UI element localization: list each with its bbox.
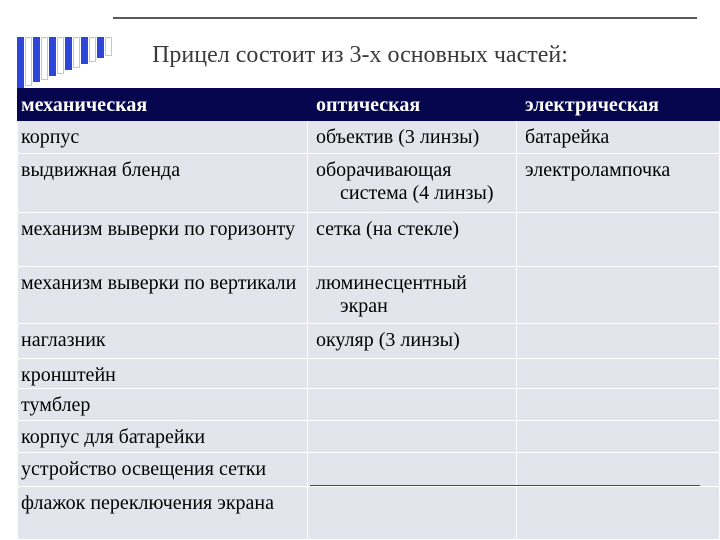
electrical-part-cell: электролампочка bbox=[517, 154, 720, 213]
column-header-optical: оптическая bbox=[308, 89, 517, 121]
optical-part-cell: объектив (3 линзы) bbox=[308, 121, 517, 154]
slide-title: Прицел состоит из 3-х основных частей: bbox=[152, 42, 568, 68]
optical-part-cell bbox=[308, 359, 517, 389]
table-row bbox=[18, 154, 720, 213]
mechanical-part-cell: флажок переключения экрана bbox=[18, 487, 308, 540]
optical-part-cell bbox=[308, 421, 517, 453]
optical-part-cell: люминесцентный экран bbox=[308, 267, 517, 324]
column-header-mechanical: механическая bbox=[18, 89, 308, 121]
electrical-part-cell bbox=[517, 421, 720, 453]
table-row bbox=[18, 267, 720, 324]
row-divider-line bbox=[310, 485, 700, 486]
electrical-part-cell bbox=[517, 324, 720, 359]
mechanical-part-cell: наглазник bbox=[18, 324, 308, 359]
optical-part-cell bbox=[308, 487, 517, 540]
optical-part-cell: сетка (на стекле) bbox=[308, 213, 517, 267]
table-row bbox=[18, 453, 720, 487]
optical-part-cell bbox=[308, 453, 517, 487]
table-row bbox=[18, 359, 720, 389]
mechanical-part-cell: кронштейн bbox=[18, 359, 308, 389]
mechanical-part-cell: корпус bbox=[18, 121, 308, 154]
electrical-part-cell bbox=[517, 359, 720, 389]
mechanical-part-cell: устройство освещения сетки bbox=[18, 453, 308, 487]
electrical-part-cell bbox=[517, 389, 720, 421]
mechanical-part-cell: корпус для батарейки bbox=[18, 421, 308, 453]
top-rule-line bbox=[113, 17, 697, 19]
optical-part-cell: окуляр (3 линзы) bbox=[308, 324, 517, 359]
mechanical-part-cell: механизм выверки по горизонту bbox=[18, 213, 308, 267]
mechanical-part-cell: механизм выверки по вертикали bbox=[18, 267, 308, 324]
table-row bbox=[18, 487, 720, 540]
electrical-part-cell bbox=[517, 487, 720, 540]
electrical-part-cell bbox=[517, 453, 720, 487]
optical-part-cell: оборачивающая система (4 линзы) bbox=[308, 154, 517, 213]
electrical-part-cell bbox=[517, 267, 720, 324]
column-header-electrical: электрическая bbox=[517, 89, 720, 121]
mechanical-part-cell: тумблер bbox=[18, 389, 308, 421]
parts-table bbox=[17, 88, 720, 540]
table-row bbox=[18, 121, 720, 154]
table-row bbox=[18, 389, 720, 421]
electrical-part-cell: батарейка bbox=[517, 121, 720, 154]
table-header-row bbox=[18, 89, 720, 121]
optical-part-cell bbox=[308, 389, 517, 421]
electrical-part-cell bbox=[517, 213, 720, 267]
table-row bbox=[18, 421, 720, 453]
table-row bbox=[18, 324, 720, 359]
table-row bbox=[18, 213, 720, 267]
mechanical-part-cell: выдвижная бленда bbox=[18, 154, 308, 213]
